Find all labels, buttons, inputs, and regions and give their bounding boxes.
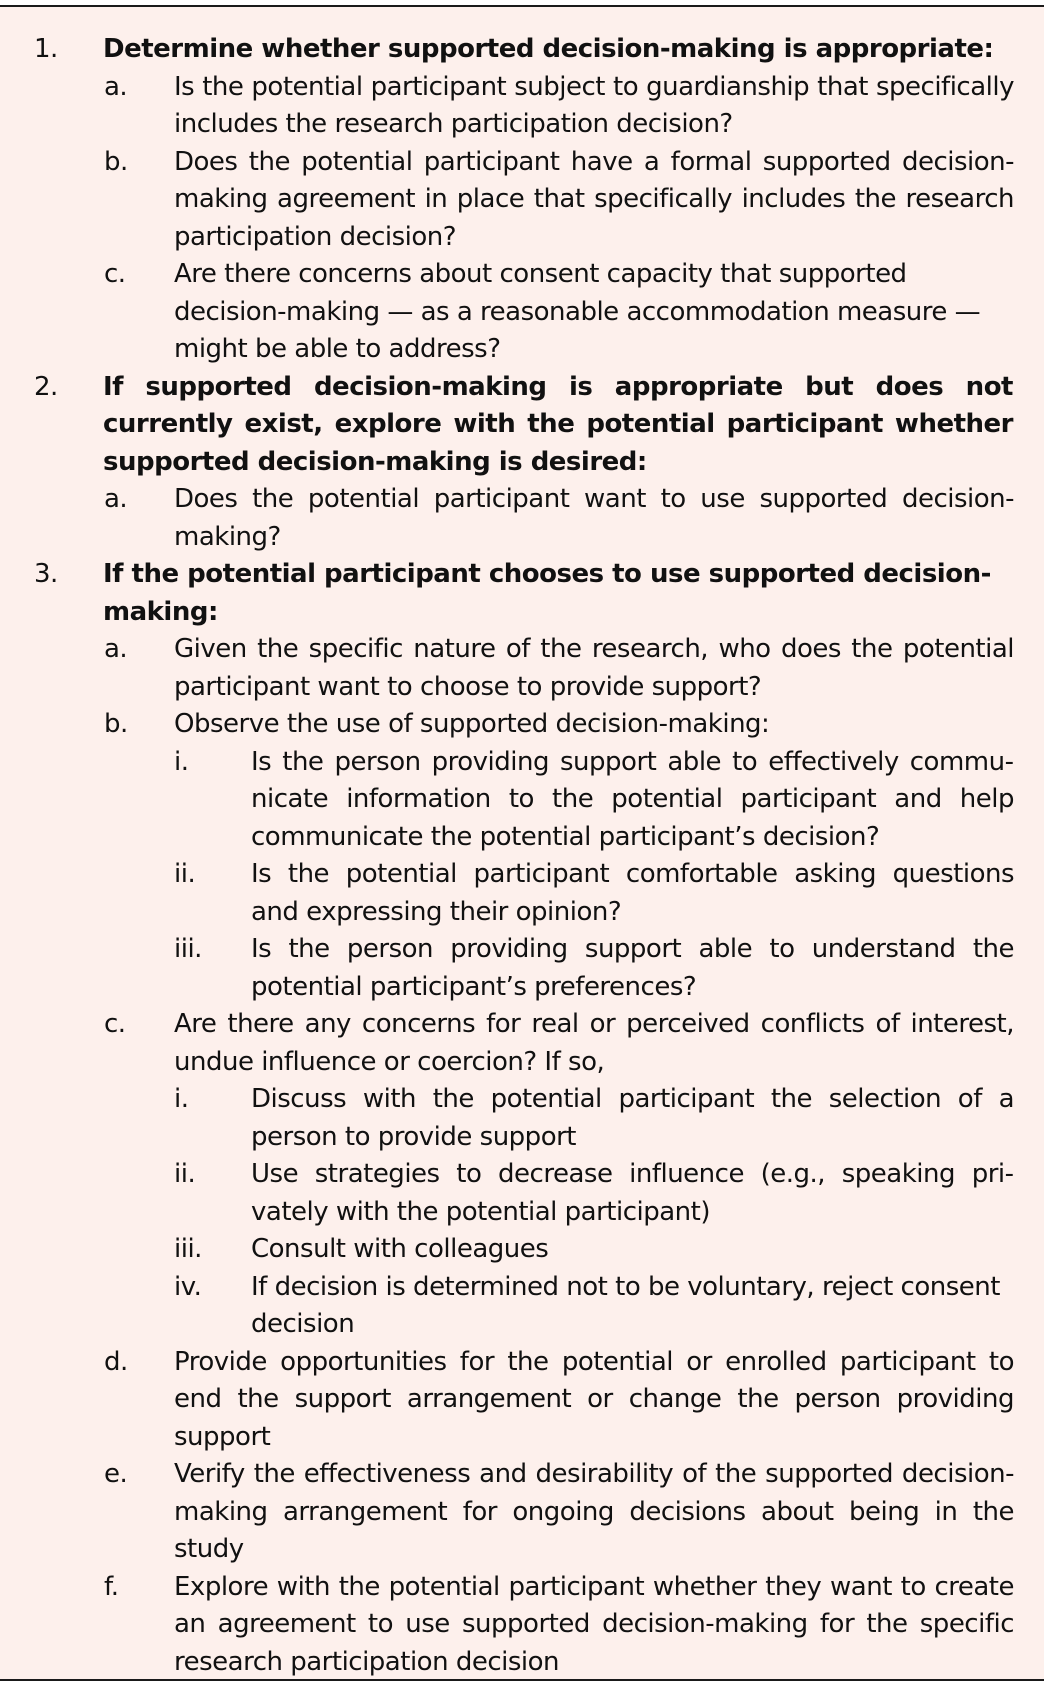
action-3c-ii xyxy=(0,1156,1044,1231)
item-text: Is the potential participant subject to guardianship that specifically includes the research participation decision? xyxy=(174,71,1014,139)
action-3d xyxy=(0,1344,1044,1457)
item-text: Is the person providing support able to understand the potential participant’s preferences? xyxy=(251,934,1014,1002)
item-text: Consult with colleagues xyxy=(251,1234,549,1264)
item-text: Is the person providing support able to effectively communicate information to the potential participant and help communicate the potential participant’s decision? xyxy=(251,746,1014,852)
step-3 xyxy=(0,556,1044,631)
item-text: Discuss with the potential participant the selection of a person to provide support xyxy=(251,1084,1014,1152)
step-number: 3. xyxy=(34,559,58,589)
question-1a xyxy=(0,69,1044,144)
action-3f xyxy=(0,1569,1044,1682)
checklist-panel xyxy=(0,5,1044,1681)
item-roman: iii. xyxy=(174,934,202,964)
question-3c xyxy=(0,1006,1044,1081)
item-letter: c. xyxy=(104,1009,126,1039)
item-roman: iii. xyxy=(174,1234,202,1264)
checklist xyxy=(0,31,1044,1681)
item-text: Verify the effectiveness and desirability of the supported decision-making arrangement for ongoing decisions about being in the study xyxy=(174,1459,1014,1564)
item-text: Provide opportunities for the potential or enrolled participant to end the support arrangement or change the person providing support xyxy=(174,1346,1014,1452)
step-number: 1. xyxy=(34,34,58,64)
item-roman: ii. xyxy=(174,1159,196,1189)
item-text: Is the potential participant comfortable asking questions and expressing their opinion? xyxy=(251,859,1014,927)
item-text: Are there concerns about consent capacity that supported decision-making — as a reasonable accommodation measure — might be able to address? xyxy=(174,259,981,364)
question-3b-i xyxy=(0,744,1044,857)
step-heading: If supported decision-making is appropriate but does not currently exist, explore with the potential participant whether supported decision-making is desired: xyxy=(103,371,1013,477)
step-2 xyxy=(0,369,1044,482)
question-2a xyxy=(0,481,1044,556)
item-text: Does the potential participant have a formal supported decision-making agreement in place that specifically includes the research participation decision? xyxy=(174,146,1014,252)
item-letter: a. xyxy=(104,634,128,664)
question-3b-ii xyxy=(0,856,1044,931)
question-3a xyxy=(0,631,1044,706)
item-roman: ii. xyxy=(174,859,196,889)
question-1b xyxy=(0,144,1044,257)
item-3b xyxy=(0,706,1044,744)
item-roman: i. xyxy=(174,1084,189,1114)
item-letter: d. xyxy=(104,1346,128,1377)
step-heading: Determine whether supported decision-making is appropriate: xyxy=(103,34,994,64)
step-1 xyxy=(0,31,1044,69)
step-heading: If the potential participant chooses to use supported decision-making: xyxy=(103,559,991,627)
action-3e xyxy=(0,1456,1044,1569)
item-text: Given the specific nature of the research, who does the potential participant want to choose to provide support? xyxy=(174,634,1014,702)
item-letter: e. xyxy=(104,1459,128,1489)
item-letter: c. xyxy=(104,259,126,289)
item-text: Explore with the potential participant whether they want to create an agreement to use supported decision-making for the specific research participation decision xyxy=(174,1571,1014,1677)
step-number: 2. xyxy=(34,371,58,402)
item-letter: b. xyxy=(104,709,128,739)
item-letter: a. xyxy=(104,71,128,102)
item-letter: a. xyxy=(104,484,128,514)
item-text: Does the potential participant want to use supported decision-making? xyxy=(174,484,1014,552)
item-letter: b. xyxy=(104,146,128,177)
item-text: If decision is determined not to be voluntary, reject consent decision xyxy=(251,1271,1000,1339)
action-3c-iii xyxy=(0,1231,1044,1269)
action-3c-iv xyxy=(0,1269,1044,1344)
item-roman: iv. xyxy=(174,1271,202,1302)
item-letter: f. xyxy=(104,1571,119,1602)
action-3c-i xyxy=(0,1081,1044,1156)
item-roman: i. xyxy=(174,746,189,777)
item-text: Use strategies to decrease influence (e.g., speaking privately with the potential participant) xyxy=(251,1159,1014,1227)
item-text: Are there any concerns for real or perceived conflicts of interest, undue influence or coercion? If so, xyxy=(174,1009,1014,1077)
question-3b-iii xyxy=(0,931,1044,1006)
question-1c xyxy=(0,256,1044,369)
item-text: Observe the use of supported decision-making: xyxy=(174,709,770,739)
